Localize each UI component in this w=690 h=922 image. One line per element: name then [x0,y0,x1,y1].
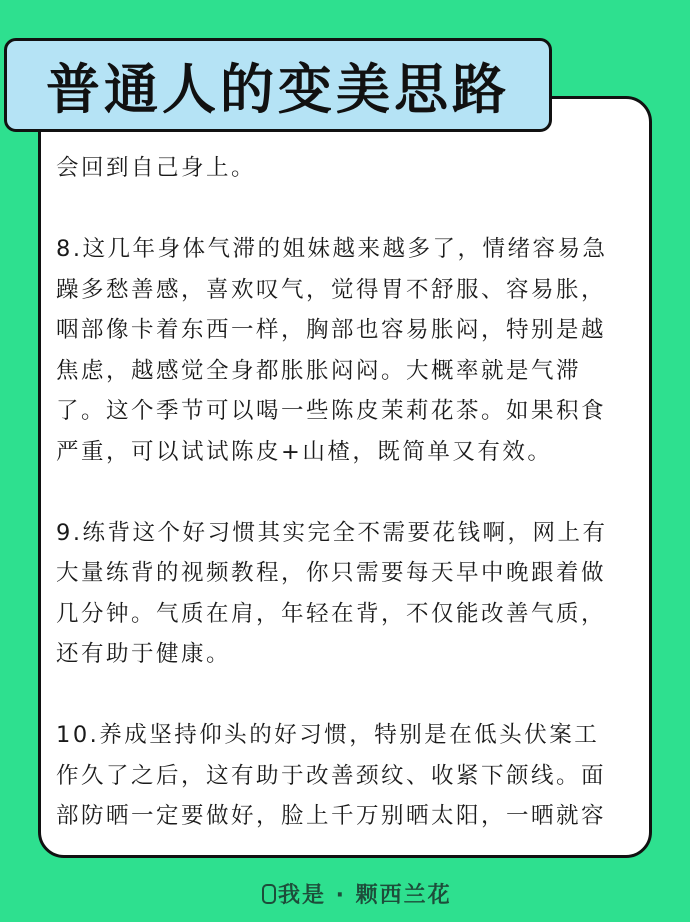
text-line: 作久了之后，这有助于改善颈纹、收紧下颌线。面 [56,762,607,789]
paragraph-tip-10 [56,715,636,837]
paragraph-tip-9 [56,513,636,675]
text-line: 还有助于健康。 [56,641,232,667]
text-line: 8.这几年身体气滞的姐妹越来越多了，情绪容易急 [56,236,608,262]
text-line: 躁多愁善感，喜欢叹气，觉得胃不舒服、容易胀， [56,276,607,303]
text-line: 焦虑，越感觉全身都胀胀闷闷。大概率就是气滞 [56,357,582,384]
paragraph-continuation [56,148,636,189]
text-line: 严重，可以试试陈皮+山楂，既简单又有效。 [56,438,553,465]
text-line: 会回到自己身上。 [56,155,257,181]
pin-icon [262,884,276,904]
text-line: 几分钟。气质在肩，年轻在背，不仅能改善气质， [56,600,607,627]
text-line: 大量练背的视频教程，你只需要每天早中晚跟着做 [56,560,607,586]
page-title: 普通人的变美思路 [46,57,510,121]
text-line: 9.练背这个好习惯其实完全不需要花钱啊，网上有 [56,519,608,546]
text-line: 10.养成坚持仰头的好习惯，特别是在低头伏案工 [56,722,600,748]
text-line: 部防晒一定要做好，脸上千万别晒太阳，一晒就容 [56,803,607,829]
author-name: 我是 · 颗西兰花 [278,883,452,908]
paragraph-tip-8 [56,229,636,472]
text-line: 了。这个季节可以喝一些陈皮茉莉花茶。如果积食 [56,398,607,424]
title-banner [4,38,552,132]
text-line: 咽部像卡着东西一样，胸部也容易胀闷，特别是越 [56,317,607,343]
article-body [56,148,636,877]
author-watermark [262,878,452,922]
